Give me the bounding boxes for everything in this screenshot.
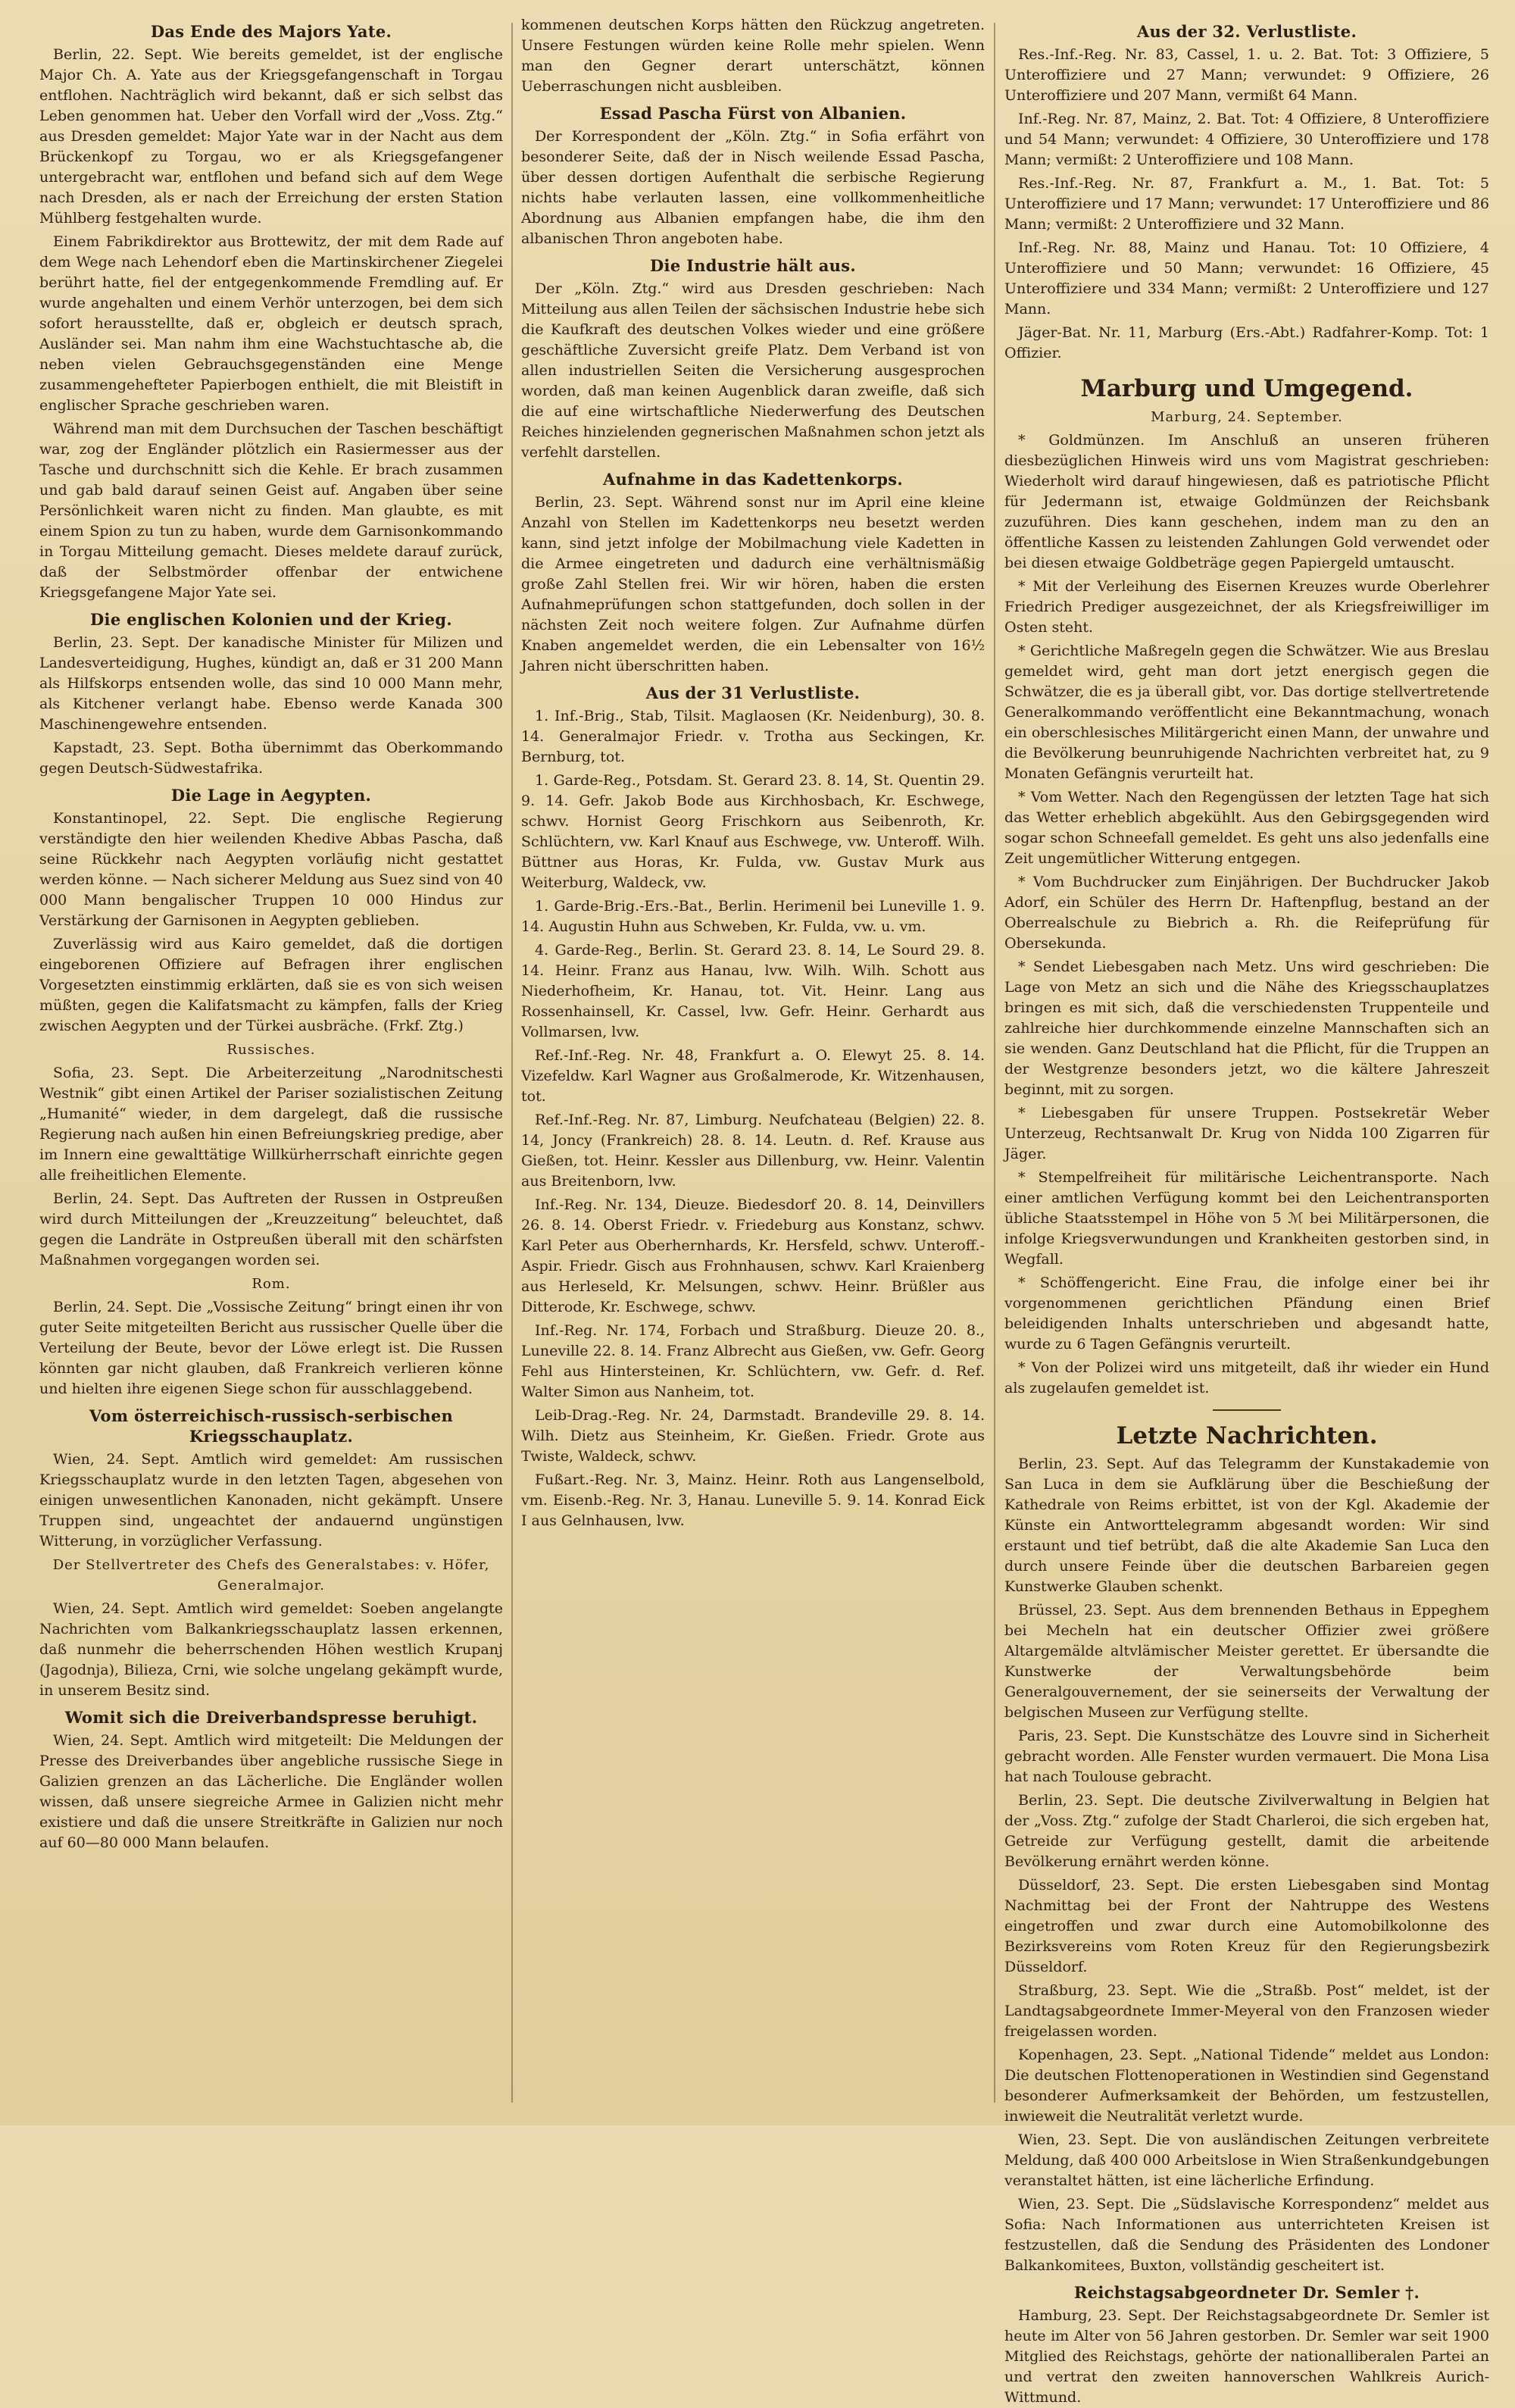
casualty-entry: Inf.-Reg. Nr. 134, Dieuze. Biedesdorf 20. 8. 14, Deinvillers 26. 8. 14. Oberst Friedr. v. Friedeburg aus Konstanz, schwv. Karl Peter aus Oberhernhards, Kr. Hersfeld, schwv. Unteroff.-Aspir. Friedr. Gisch aus Frohnhausen, schwv. Karl Kraienberg aus Herleseld, Kr. Melsungen, schwv. Heinr. Brüßler aus Ditterode, Kr. Eschwege, schwv. bbox=[521, 1196, 985, 1315]
headline-essad: Essad Pascha Fürst von Albanien. bbox=[599, 104, 907, 123]
local-news-item: * Mit der Verleihung des Eisernen Kreuzes wurde Oberlehrer Friedrich Prediger ausgezeichnet, der als Kriegsfreiwilliger im Osten steht. bbox=[1004, 578, 1489, 636]
headline-yate: Das Ende des Majors Yate. bbox=[150, 22, 392, 41]
article-paragraph: Der Korrespondent der „Köln. Ztg.“ in Sofia erfährt von besonderer Seite, daß der in Nisch weilende Essad Pascha, über dessen dortigen Aufenthalt die serbische Regierung nichts habe verlauten lassen, eine vollkommenheitliche Abordnung aus Albanien empfangen habe, die ihm den albanischen Thron angeboten habe. bbox=[521, 128, 985, 247]
casualty-entry: Inf.-Reg. Nr. 174, Forbach und Straßburg. Dieuze 20. 8., Luneville 22. 8. 14. Franz Albrecht aus Gießen, vw. Gefr. Georg Fehl aus Hintersteinen, Kr. Schlüchtern, vw. Gefr. d. Ref. Walter Simon aus Nanheim, tot. bbox=[521, 1322, 985, 1400]
casualty-entry: 1. Garde-Brig.-Ers.-Bat., Berlin. Herimenil bei Luneville 1. 9. 14. Augustin Huhn aus Schweben, Kr. Fulda, vw. u. vm. bbox=[521, 898, 985, 935]
column-divider bbox=[994, 23, 995, 2103]
local-news-item: * Vom Buchdrucker zum Einjährigen. Der Buchdrucker Jakob Adorf, ein Schüler des Herrn Dr. Haftenpflug, bestand an der Oberrealschule zu Biebrich a. Rh. die Reifeprüfung für Obersekunda. bbox=[1004, 874, 1489, 952]
column-divider bbox=[511, 23, 513, 2103]
casualty-entry: Inf.-Reg. Nr. 88, Mainz und Hanau. Tot: 10 Offiziere, 4 Unteroffiziere und 50 Mann; verwundet: 16 Offiziere, 45 Unteroffiziere und 334 Mann; vermißt: 2 Unteroffiziere und 127 Mann. bbox=[1004, 239, 1489, 317]
news-item: Wien, 23. Sept. Die von ausländischen Zeitungen verbreitete Meldung, daß 400 000 Arbeitslose in Wien Straßenkundgebungen veranstaltet hätten, ist eine lächerliche Erfindung. bbox=[1004, 2131, 1489, 2189]
article-paragraph: Einem Fabrikdirektor aus Brottewitz, der mit dem Rade auf dem Wege nach Lehendorf eben die Martinskirchener Ziegelei berührt hatte, fiel der entgegenkommende Fremdling auf. Er wurde angehalten und einem Verhör unterzogen, bei dem sich sofort herausstellte, daß er, obgleich er deutsch sprach, Ausländer sei. Man nahm ihm eine Wachstuchtasche ab, die neben vielen Gebrauchsgegenständen eine Menge zusammengehefteter Papierbogen enthielt, die mit Bleistift in englischer Sprache geschrieben waren. bbox=[39, 233, 503, 414]
headline-kadetten: Aufnahme in das Kadettenkorps. bbox=[603, 470, 903, 489]
subheading-russisches: Russisches. bbox=[226, 1042, 316, 1058]
news-item: Hamburg, 23. Sept. Der Reichstagsabgeordnete Dr. Semler ist heute im Alter von 56 Jahren gestorben. Dr. Semler war seit 1900 Mitglied des Reichstags, gehörte der nationalliberalen Partei an und vertrat den zweiten hannoverschen Wahlkreis Aurich-Wittmund. bbox=[1004, 2307, 1489, 2406]
news-item: Wien, 23. Sept. Die „Südslavische Korrespondenz“ meldet aus Sofia: Nach Informationen aus unterrichteten Kreisen ist festzustellen, daß die Sendung des Präsidenten des Londoner Balkankomitees, Buxton, vollständig gescheitert ist. bbox=[1004, 2196, 1489, 2274]
local-news-item: * Gerichtliche Maßregeln gegen die Schwätzer. Wie aus Breslau gemeldet wird, geht man dort jetzt energisch gegen die Schwätzer, die es ja überall gibt, vor. Das dortige stellvertretende Generalkommando veröffentlicht eine Bekanntmachung, wonach ein oberschlesisches Militärgericht einen Mann, der unwahre und die Bevölkerung beunruhigende Nachrichten verbreitet hat, zu 9 Monaten Gefängnis verurteilt hat. bbox=[1004, 643, 1489, 782]
article-paragraph: Berlin, 24. Sept. Das Auftreten der Russen in Ostpreußen wird durch Mitteilungen der „Kreuzzeitung“ beleuchtet, daß gegen die Landräte in Ostpreußen überall mit den schärfsten Maßnahmen vorgegangen worden sei. bbox=[39, 1190, 503, 1268]
headline-verlustliste-31: Aus der 31 Verlustliste. bbox=[645, 683, 861, 702]
headline-semler: Reichstagsabgeordneter Dr. Semler †. bbox=[1073, 2283, 1420, 2302]
article-paragraph: Zuverlässig wird aus Kairo gemeldet, daß die dortigen eingeborenen Offiziere auf Befragen ihrer englischen Vorgesetzten einstimmig erklärten, daß sie es von sich weisen müßten, gegen die Kalifatsmacht zu kämpfen, falls der Krieg zwischen Aegypten und der Türkei ausbräche. (Frkf. Ztg.) bbox=[39, 936, 503, 1034]
local-news-item: * Von der Polizei wird uns mitgeteilt, daß ihr wieder ein Hund als zugelaufen gemeldet ist. bbox=[1004, 1359, 1489, 1396]
news-item: Düsseldorf, 23. Sept. Die ersten Liebesgaben sind Montag Nachmittag bei der Front der Nahtruppe des Westens eingetroffen und zwar durch eine Automobilkolonne des Bezirksvereins vom Roten Kreuz für den Regierungsbezirk Düsseldorf. bbox=[1004, 1877, 1489, 1975]
local-news-item: * Stempelfreiheit für militärische Leichentransporte. Nach einer amtlichen Verfügung kommt bei den Leichentransporten übliche Staatsstempel in Höhe von 5 ℳ bei Militärpersonen, die infolge Kriegsverwundungen und Krankheiten gestorben sind, in Wegfall. bbox=[1004, 1169, 1489, 1268]
article-paragraph: Wien, 24. Sept. Amtlich wird gemeldet: Am russischen Kriegsschauplatz wurde in den letzten Tagen, abgesehen von einigen unwesentlichen Kanonaden, nicht gekämpft. Unsere Truppen sind, ungeachtet der andauernd ungünstigen Witterung, in vorzüglicher Verfassung. bbox=[39, 1451, 503, 1550]
section-title-marburg: Marburg und Umgegend. bbox=[1080, 375, 1413, 402]
casualty-entry: Inf.-Reg. Nr. 87, Mainz, 2. Bat. Tot: 4 Offiziere, 8 Unteroffiziere und 54 Mann; verwundet: 4 Offiziere, 30 Unteroffiziere und 178 Mann; vermißt: 2 Unteroffiziere und 108 Mann. bbox=[1004, 111, 1489, 168]
local-news-item: * Liebesgaben für unsere Truppen. Postsekretär Weber Unterzeug, Rechtsanwalt Dr. Krug von Nidda 100 Zigarren für Jäger. bbox=[1004, 1105, 1489, 1162]
casualty-entry: Res.-Inf.-Reg. Nr. 83, Cassel, 1. u. 2. Bat. Tot: 3 Offiziere, 5 Unteroffiziere und 27 Mann; verwundet: 9 Offiziere, 26 Unteroffiziere und 207 Mann, vermißt 64 Mann. bbox=[1004, 46, 1489, 104]
local-news-item: * Goldmünzen. Im Anschluß an unseren früheren diesbezüglichen Hinweis wird uns vom Magistrat geschrieben: Wiederholt wird darauf hingewiesen, daß es patriotische Pflicht für Jedermann ist, etwaige Goldmünzen der Reichsbank zuzuführen. Dies kann geschehen, indem man zu den an öffentliche Kassen zu leistenden Zahlungen Gold verwendet oder bei diesen etwaige Goldbeträge gegen Papiergeld umtauscht. bbox=[1004, 432, 1489, 571]
news-item: Berlin, 23. Sept. Die deutsche Zivilverwaltung in Belgien hat der „Voss. Ztg.“ zufolge der Stadt Charleroi, die sich ergeben hat, Getreide zur Verfügung gestellt, damit die arbeitende Bevölkerung ernährt werden könne. bbox=[1004, 1792, 1489, 1870]
column-middle bbox=[521, 15, 985, 2110]
column-right bbox=[1004, 15, 1489, 2406]
casualty-entry: 1. Garde-Reg., Potsdam. St. Gerard 23. 8. 14, St. Quentin 29. 9. 14. Gefr. Jakob Bode aus Kirchhosbach, Kr. Eschwege, schwv. Hornist Georg Frischkorn aus Seibenroth, Kr. Schlüchtern, vw. Karl Knauf aus Eschwege, vw. Unteroff. Wilh. Büttner aus Horas, Kr. Fulda, vw. Gustav Murk aus Weiterburg, Waldeck, vw. bbox=[521, 772, 985, 891]
article-paragraph: Konstantinopel, 22. Sept. Die englische Regierung verständigte den hier weilenden Khedive Abbas Pascha, daß seine Rückkehr nach Aegypten vorläufig nicht gestattet werden könne. — Nach sicherer Meldung aus Suez sind von 40 000 Mann bengalischer Truppen 10 000 Hindus zur Verstärkung der Garnisonen in Aegypten geblieben. bbox=[39, 810, 503, 929]
subheading-rom: Rom. bbox=[251, 1276, 291, 1292]
headline-industrie: Die Industrie hält aus. bbox=[650, 256, 856, 275]
article-paragraph: kommenen deutschen Korps hätten den Rückzug angetreten. Unsere Festungen würden keine Rolle mehr spielen. Wenn man den Gegner derart unterschätzt, können Ueberraschungen nicht ausbleiben. bbox=[521, 17, 985, 95]
headline-verlustliste-32: Aus der 32. Verlustliste. bbox=[1136, 22, 1357, 41]
headline-serbien: Vom österreichisch-russisch-serbischen Kriegsschauplatz. bbox=[89, 1406, 454, 1446]
headline-dreiverband: Womit sich die Dreiverbandspresse beruhigt. bbox=[64, 1708, 478, 1727]
news-item: Berlin, 23. Sept. Auf das Telegramm der Kunstakademie von San Luca in dem sie Aufklärung über die Beschießung der Kathedrale von Reims erbittet, ist von der Kgl. Akademie der Künste ein Antworttelegramm abgesandt worden: Wir sind erstaunt und tief betrübt, daß die alte Akademie San Luca den durch unsere Feinde über die deutschen Barbareien gegen Kunstwerke Glauben schenkt. bbox=[1004, 1456, 1489, 1595]
article-paragraph: Berlin, 23. Sept. Während sonst nur im April eine kleine Anzahl von Stellen im Kadettenkorps neu besetzt werden kann, sind jetzt infolge der Mobilmachung viele Kadetten in die Armee eingetreten und dadurch eine verhältnismäßig große Zahl Stellen frei. Wir wir hören, haben die ersten Aufnahmeprüfungen schon stattgefunden, doch sollen in der nächsten Zeit noch weitere folgen. Zur Aufnahme dürfen Knaben angemeldet werden, die ein Lebensalter von 16½ Jahren nicht überschritten haben. bbox=[521, 494, 985, 674]
local-news-item: * Vom Wetter. Nach den Regengüssen der letzten Tage hat sich das Wetter erheblich abgekühlt. Aus den Gebirgsgegenden wird sogar schon Schneefall gemeldet. Es geht uns also jedenfalls eine Zeit ungemütlicher Witterung entgegen. bbox=[1004, 789, 1489, 867]
news-item: Brüssel, 23. Sept. Aus dem brennenden Bethaus in Eppeghem bei Mecheln hat ein deutscher Offizier zwei größere Altargemälde altvlämischer Meister gerettet. Er übersandte die Kunstwerke der Verwaltungsbehörde beim Generalgouvernement, der sie seinerseits der Verwaltung der belgischen Museen zur Verfügung stellte. bbox=[1004, 1602, 1489, 1721]
casualty-entry: Jäger-Bat. Nr. 11, Marburg (Ers.-Abt.) Radfahrer-Komp. Tot: 1 Offizier. bbox=[1004, 324, 1489, 361]
column-left bbox=[39, 15, 503, 2110]
casualty-entry: Leib-Drag.-Reg. Nr. 24, Darmstadt. Brandeville 29. 8. 14. Wilh. Dietz aus Steinheim, Kr. Gießen. Friedr. Grote aus Twiste, Waldeck, schwv. bbox=[521, 1407, 985, 1465]
casualty-entry: Res.-Inf.-Reg. Nr. 87, Frankfurt a. M., 1. Bat. Tot: 5 Unteroffiziere und 17 Mann; verwundet: 17 Unteroffiziere und 86 Mann; vermißt: 2 Unteroffiziere und 32 Mann. bbox=[1004, 175, 1489, 233]
article-paragraph: Während man mit dem Durchsuchen der Taschen beschäftigt war, zog der Engländer plötzlich ein Rasiermesser aus der Tasche und durchschnitt sich die Kehle. Er brach zusammen und gab bald darauf seinen Geist auf. Angaben über seine Persönlichkeit waren nicht zu finden. Man glaubte, es mit einem Spion zu tun zu haben, wurde dem Garnisonkommando in Torgau Mitteilung gemacht. Dieses meldete darauf zurück, daß der Selbstmörder offenbar der entwichene Kriegsgefangene Major Yate sei. bbox=[39, 421, 503, 601]
casualty-entry: 4. Garde-Reg., Berlin. St. Gerard 23. 8. 14, Le Sourd 29. 8. 14. Heinr. Franz aus Hanau, lvw. Wilh. Wilh. Schott aus Niederhofheim, Kr. Hanau, tot. Vit. Heinr. Lang aus Rossenhainsell, Kr. Cassel, lvw. Gefr. Heinr. Gerhardt aus Vollmarsen, lvw. bbox=[521, 942, 985, 1040]
news-item: Paris, 23. Sept. Die Kunstschätze des Louvre sind in Sicherheit gebracht worden. Alle Fenster wurden vermauert. Die Mona Lisa hat nach Toulouse gebracht. bbox=[1004, 1728, 1489, 1785]
dateline: Marburg, 24. September. bbox=[1151, 409, 1343, 425]
article-paragraph: Berlin, 22. Sept. Wie bereits gemeldet, ist der englische Major Ch. A. Yate aus der Kriegsgefangenschaft in Torgau entflohen. Nachträglich wird bekannt, daß er sich selbst das Leben genommen hat. Ueber den Vorfall wird der „Voss. Ztg.“ aus Dresden gemeldet: Major Yate war in der Nacht aus dem Brückenkopf zu Torgau, wo er als Kriegsgefangener untergebracht war, entflohen und befand sich auf dem Wege nach Dresden, als er nach der Erreichung der ersten Station Mühlberg festgehalten wurde. bbox=[39, 46, 503, 227]
casualty-entry: Ref.-Inf.-Reg. Nr. 48, Frankfurt a. O. Elewyt 25. 8. 14. Vizefeldw. Karl Wagner aus Großalmerode, Kr. Witzenhausen, tot. bbox=[521, 1047, 985, 1105]
local-news-item: * Schöffengericht. Eine Frau, die infolge einer bei ihr vorgenommenen gerichtlichen Pfändung einen Brief beleidigenden Inhalts unterschrieben und abgesandt hatte, wurde zu 6 Tagen Gefängnis verurteilt. bbox=[1004, 1274, 1489, 1353]
headline-kolonien: Die englischen Kolonien und der Krieg. bbox=[90, 610, 452, 629]
casualty-entry: Fußart.-Reg. Nr. 3, Mainz. Heinr. Roth aus Langenselbold, vm. Eisenb.-Reg. Nr. 3, Hanau. Luneville 5. 9. 14. Konrad Eick I aus Gelnhausen, lvw. bbox=[521, 1471, 985, 1529]
article-paragraph: Wien, 24. Sept. Amtlich wird mitgeteilt: Die Meldungen der Presse des Dreiverbandes über angebliche russische Siege in Galizien grenzen an das Lächerliche. Die Engländer wollen wissen, daß unsere siegreiche Armee in Galizien nicht mehr existiere und daß die unsere Streitkräfte in Galizien nur noch auf 60—80 000 Mann belaufen. bbox=[39, 1732, 503, 1851]
headline-aegypten: Die Lage in Aegypten. bbox=[170, 786, 372, 805]
article-paragraph: Berlin, 23. Sept. Der kanadische Minister für Milizen und Landesverteidigung, Hughes, kündigt an, daß er 31 200 Mann als Hilfskorps entsenden wolle, das sind 10 000 Mann mehr, als Kitchener verlangt habe. Ebenso werde Kanada 300 Maschinengewehre entsenden. bbox=[39, 634, 503, 733]
news-item: Straßburg, 23. Sept. Wie die „Straßb. Post“ meldet, ist der Landtagsabgeordnete Immer-Meyeral von den Franzosen wieder freigelassen worden. bbox=[1004, 1982, 1489, 2040]
casualty-entry: Ref.-Inf.-Reg. Nr. 87, Limburg. Neufchateau (Belgien) 22. 8. 14, Joncy (Frankreich) 28. 8. 14. Leutn. d. Ref. Krause aus Gießen, tot. Heinr. Kessler aus Dillenburg, vw. Heinr. Valentin aus Breitenborn, lvw. bbox=[521, 1112, 985, 1190]
local-news-item: * Sendet Liebesgaben nach Metz. Uns wird geschrieben: Die Lage von Metz an sich und die Nähe des Kriegsschauplatzes bringen es mit sich, daß die verschiedensten Truppenteile und zahlreiche hier durchkommende einzelne Mannschaften sich an sie wenden. Ganz Deutschland hat die Pflicht, für die Truppen an der Westgrenze besonders jetzt, wo die kältere Jahreszeit beginnt, mit zu sorgen. bbox=[1004, 959, 1489, 1098]
article-paragraph: Der „Köln. Ztg.“ wird aus Dresden geschrieben: Nach Mitteilung aus allen Teilen der sächsischen Industrie hebe sich die Kaufkraft des deutschen Volkes wieder und eine größere geschäftliche Zuversicht greife Platz. Dem Verband ist von allen industriellen Seiten die Versicherung ausgesprochen worden, daß man keinen Augenblick daran zweifle, daß sich die auf eine wirtschaftliche Niederwerfung des Deutschen Reiches hinzielenden gegnerischen Maßnahmen schon jetzt als verfehlt darstellen. bbox=[521, 280, 985, 461]
article-paragraph: Kapstadt, 23. Sept. Botha übernimmt das Oberkommando gegen Deutsch-Südwestafrika. bbox=[39, 740, 503, 777]
section-title-letzte-nachrichten: Letzte Nachrichten. bbox=[1116, 1422, 1378, 1449]
section-divider bbox=[1213, 1409, 1281, 1411]
article-paragraph: Berlin, 24. Sept. Die „Vossische Zeitung“ bringt einen ihr von guter Seite mitgeteilten Bericht aus russischer Quelle über die Verteilung der Beute, bevor der Löwe erlegt ist. Die Russen könnten gar nicht glauben, daß Frankreich verlieren könne und hielten ihre eigenen Siege schon für ausschlaggebend. bbox=[39, 1299, 503, 1397]
signature-line: Der Stellvertreter des Chefs des Generalstabes: v. Höfer, Generalmajor. bbox=[52, 1557, 490, 1593]
article-paragraph: Wien, 24. Sept. Amtlich wird gemeldet: Soeben angelangte Nachrichten vom Balkankriegsschauplatz lassen erkennen, daß nunmehr die beherrschenden Höhen westlich Krupanj (Jagodnja), Bilieza, Crni, wie solche ungelang gekämpft wurde, in unserem Besitz sind. bbox=[39, 1600, 503, 1699]
article-paragraph: Sofia, 23. Sept. Die Arbeiterzeitung „Narodnitschesti Westnik“ gibt einen Artikel der Pariser sozialistischen Zeitung „Humanité“ wieder, in dem dargelegt, daß die russische Regierung nach außen hin einen Befreiungskrieg predige, aber im Innern eine gewalttätige Willkürherrschaft einrichte gegen alle freiheitlichen Elemente. bbox=[39, 1065, 503, 1184]
news-item: Kopenhagen, 23. Sept. „National Tidende“ meldet aus London: Die deutschen Flottenoperationen in Westindien sind Gegenstand besonderer Aufmerksamkeit der Behörden, um festzustellen, inwieweit die Neutralität verletzt wurde. bbox=[1004, 2047, 1489, 2125]
casualty-entry: 1. Inf.-Brig., Stab, Tilsit. Maglaosen (Kr. Neidenburg), 30. 8. 14. Generalmajor Friedr. v. Trotha aus Seckingen, Kr. Bernburg, tot. bbox=[521, 708, 985, 765]
